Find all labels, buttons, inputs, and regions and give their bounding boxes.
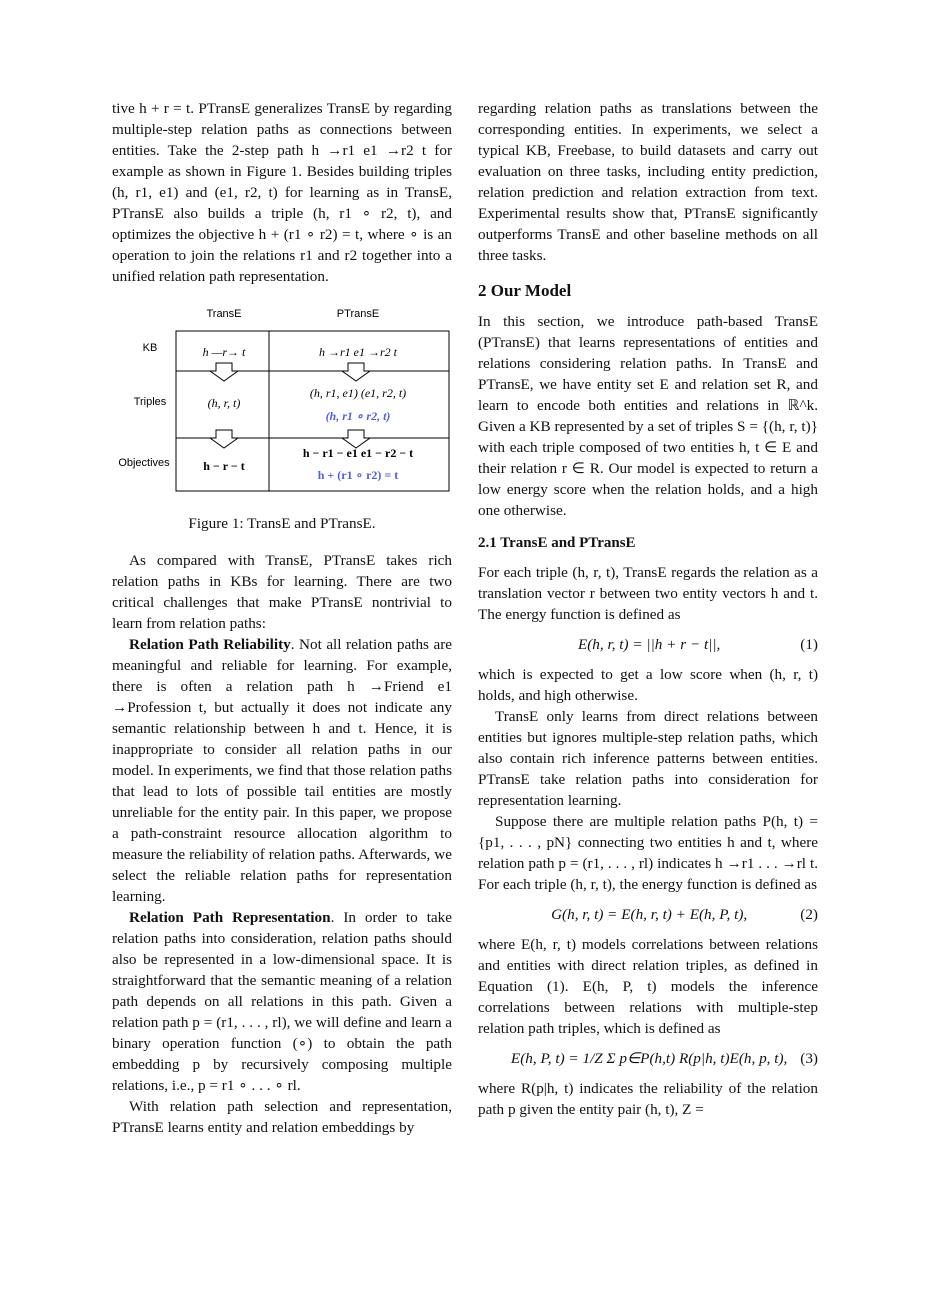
- row-label-kb: KB: [142, 342, 158, 354]
- representation-text: . In order to take relation paths into consideration, relation paths should also be represented in a low-dimensional space. It is straightforward that the semantic meaning of a relation path depends on all relations in this path. Given a relation path p = (r1, . . . , rl), we will define and learn a binary operation function (∘) to obtain the path embedding p by recursively composing multiple relations, i.e., p = r1 ∘ . . . ∘ rl.: [112, 909, 452, 1094]
- row-label-triples: Triples: [133, 396, 167, 408]
- equation-2: [478, 904, 818, 925]
- right-paragraph-2: In this section, we introduce path-based TransE (PTransE) that learns representations of entities and relations considering relation paths. In TransE and PTransE, we have entity set E and relation set R, and learn to encode both entities and relations in ℝ^k. Given a KB represented by a set of triples S = {(h, r, t)} with each triple composed of two entities h, t ∈ E and their relation r ∈ R. Our model is expected to return a low energy score when the relation holds, and a high one otherwise.: [478, 313, 818, 519]
- section-heading-our-model: 2 Our Model: [478, 281, 572, 300]
- equation-1: [478, 634, 818, 655]
- kb-transe: h —r→ t: [202, 345, 246, 359]
- right-paragraph-5: TransE only learns from direct relations between entities but ignores multiple-step relation paths, which also contain rich inference patterns between entities. PTransE take relation paths into consideration for representation learning.: [478, 708, 818, 809]
- equation-2-number: (2): [800, 906, 818, 923]
- subsection-heading-transe-ptranse: 2.1 TransE and PTransE: [478, 535, 636, 551]
- figure-1-diagram: [112, 305, 452, 505]
- down-arrow-transe-1: [210, 363, 238, 381]
- right-paragraph-1: regarding relation paths as translations between the corresponding entities. In experiments, we select a typical KB, Freebase, to build datasets and carry out evaluation on three tasks, including entity prediction, relation prediction and relation extraction from text. Experimental results show that, PTransE significantly outperforms TransE and other baseline methods on all three tasks.: [478, 100, 818, 264]
- down-arrow-transe-2: [210, 430, 238, 448]
- kb-ptranse: h →r1 e1 →r2 t: [319, 345, 397, 359]
- equation-3: [478, 1048, 818, 1069]
- equation-1-body: E(h, r, t) = ||h + r − t||,: [577, 636, 721, 653]
- equation-3-number: (3): [800, 1050, 818, 1067]
- right-column: [478, 98, 818, 1120]
- equation-3-body: E(h, P, t) = 1/Z Σ p∈P(h,t) R(p|h, t)E(h, p, t),: [510, 1050, 788, 1067]
- right-paragraph-3: For each triple (h, r, t), TransE regards the relation as a translation vector r between two entity vectors h and t. The energy function is defined as: [478, 564, 818, 623]
- reliability-title: Relation Path Reliability: [129, 636, 291, 653]
- objective-ptranse-composed: h + (r1 ∘ r2) = t: [317, 468, 399, 482]
- col-label-ptranse: PTransE: [336, 308, 380, 320]
- objective-ptranse: h − r1 − e1 e1 − r2 − t: [302, 446, 414, 460]
- representation-title: Relation Path Representation: [129, 909, 331, 926]
- left-paragraph-2: As compared with TransE, PTransE takes rich relation paths in KBs for learning. There are two critical challenges that make PTransE nontrivial to learn from relation paths:: [112, 552, 452, 632]
- figure-1: [112, 305, 452, 505]
- down-arrow-ptranse-1: [342, 363, 370, 381]
- objective-transe: h − r − t: [203, 459, 245, 473]
- figure-caption: Figure 1: TransE and PTransE.: [188, 515, 376, 532]
- col-label-transe: TransE: [206, 308, 242, 320]
- triples-transe: (h, r, t): [207, 396, 241, 410]
- left-paragraph-3: [112, 634, 452, 907]
- reliability-text: . Not all relation paths are meaningful and reliable for learning. For example, there is often a relation path h →Friend e1 →Profession t, but actually it does not indicate any semantic relationship between h and t. Hence, it is inappropriate to consider all relation paths in our model. In experiments, we find that those relation paths that lead to lots of possible tail entities are mostly unreliable for the entity pair. In this paper, we propose a path-constraint resource allocation algorithm to measure the reliability of relation paths. Afterwards, we select the reliable relation paths for representation learning.: [112, 636, 452, 905]
- right-paragraph-6: Suppose there are multiple relation paths P(h, t) = {p1, . . . , pN} connecting two entities h and t, where relation path p = (r1, . . . , rl) indicates h →r1 . . . →rl t. For each triple (h, r, t), the energy function is defined as: [478, 813, 818, 893]
- row-label-objectives: Objectives: [118, 457, 170, 469]
- left-paragraph-1: tive h + r = t. PTransE generalizes TransE by regarding multiple-step relation paths as connections between entities. Take the 2-step path h →r1 e1 →r2 t for example as shown in Figure 1. Besides building triples (h, r1, e1) and (e1, r2, t) for learning as in TransE, PTransE also builds a triple (h, r1 ∘ r2, t), and optimizes the objective h + (r1 ∘ r2) = t, where ∘ is an operation to join the relations r1 and r2 together into a unified relation path representation.: [112, 100, 452, 285]
- right-paragraph-7: where E(h, r, t) models correlations between relations and entities with direct relation triples, as defined in Equation (1). E(h, P, t) models the inference correlations between relations with multiple-step relation path triples, which is defined as: [478, 936, 818, 1037]
- triples-ptranse: (h, r1, e1) (e1, r2, t): [309, 386, 407, 400]
- triples-ptranse-composed: (h, r1 ∘ r2, t): [325, 409, 391, 423]
- left-paragraph-4: [112, 907, 452, 1096]
- left-column: [112, 98, 452, 1138]
- equation-1-number: (1): [800, 636, 818, 653]
- equation-2-body: G(h, r, t) = E(h, r, t) + E(h, P, t),: [551, 906, 748, 923]
- right-paragraph-4: which is expected to get a low score when (h, r, t) holds, and high otherwise.: [478, 666, 818, 704]
- right-paragraph-8: where R(p|h, t) indicates the reliability of the relation path p given the entity pair (h, t), Z =: [478, 1080, 818, 1118]
- left-paragraph-5: With relation path selection and representation, PTransE learns entity and relation embeddings by: [112, 1098, 452, 1136]
